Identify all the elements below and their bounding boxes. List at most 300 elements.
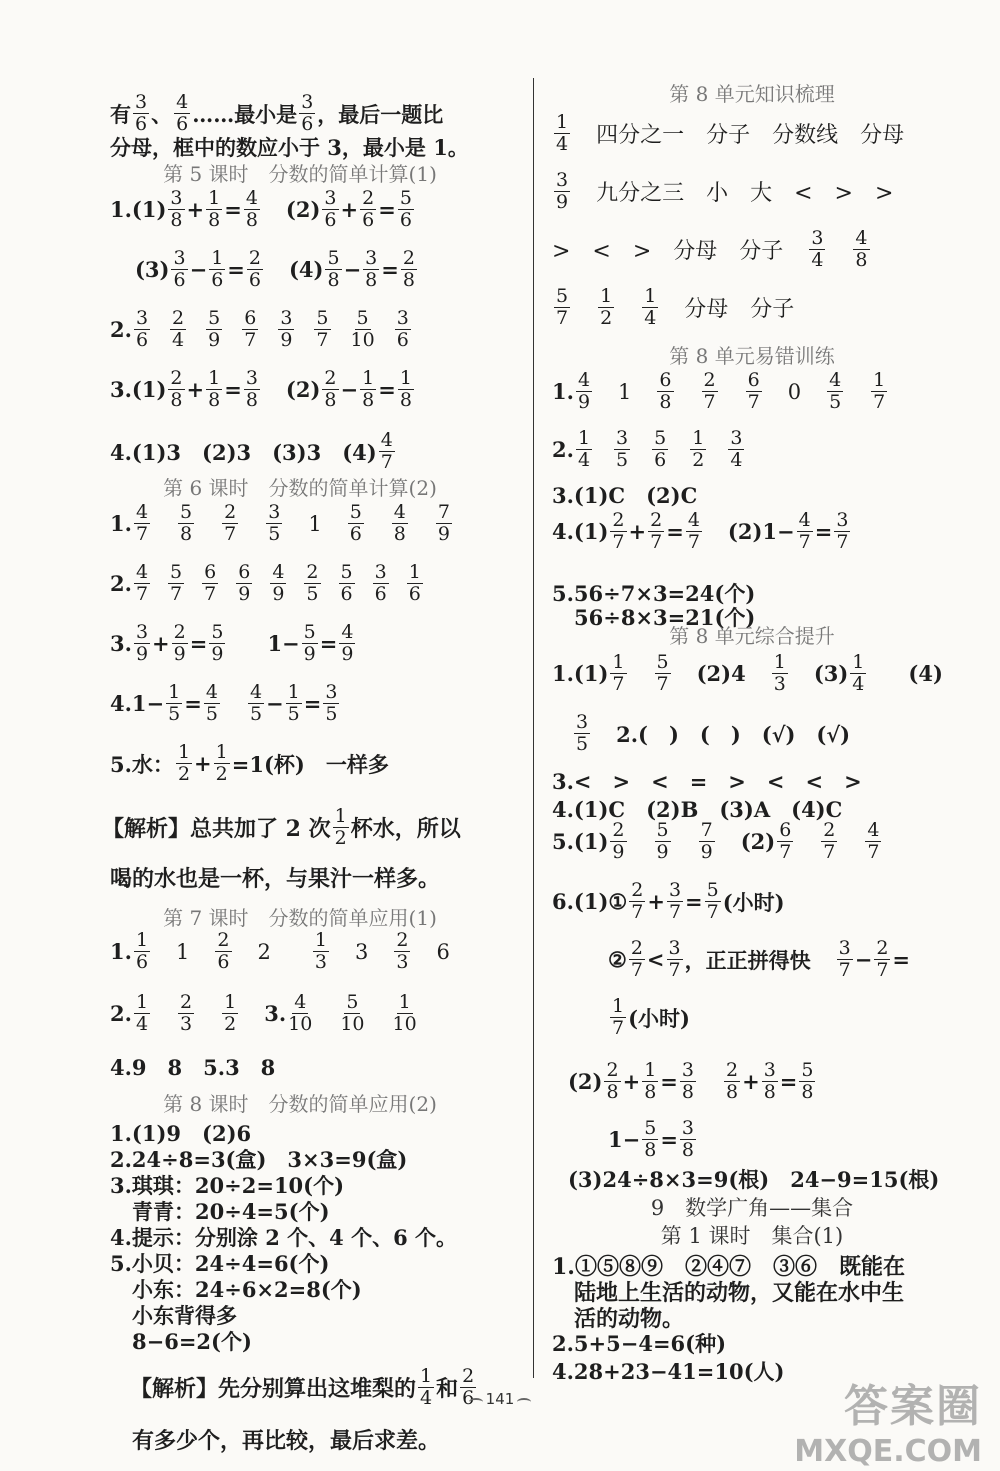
- analysis-line: 有多少个，再比较，最后求差。: [132, 1428, 441, 1454]
- numerator: 2: [217, 929, 230, 951]
- fraction: [171, 248, 187, 292]
- answer-line: 2.24÷8=3(盒) 3×3=9(盒): [110, 1147, 408, 1172]
- numerator: 2: [362, 187, 375, 209]
- numerator: 4: [205, 681, 218, 703]
- numerator: 4: [798, 509, 811, 531]
- denominator: 5: [249, 703, 263, 726]
- numerator: 1: [612, 651, 625, 673]
- denominator: 9: [437, 523, 450, 546]
- denominator: 6: [176, 113, 189, 136]
- answer-line: 3.(1)C (2)C: [552, 483, 698, 508]
- analysis-line: 【解析】总共加了 2 次 $\frac{1}{2}$ 杯水，所以: [102, 805, 461, 850]
- numerator: 2: [703, 369, 716, 391]
- denominator: 7: [612, 531, 625, 554]
- denominator: 9: [577, 391, 591, 414]
- numerator: 1: [168, 681, 181, 703]
- answer-line: (2) $\frac{2}{8}$ + $\frac{1}{8}$ = $\frac{3}{8}$ $\frac{2}{8}$ + $\frac{3}{8}$ = $\frac{5}{8}$: [568, 1059, 814, 1104]
- fraction: [266, 502, 282, 546]
- denominator: 6: [217, 951, 230, 974]
- fraction: [797, 510, 813, 554]
- numerator: 3: [396, 307, 409, 329]
- denominator: 2: [177, 763, 191, 786]
- denominator: 6: [135, 951, 149, 974]
- fraction: [302, 622, 318, 666]
- numerator: 1: [420, 1365, 433, 1387]
- denominator: 9: [280, 329, 293, 352]
- numerator: 4: [829, 369, 842, 391]
- numerator: 1: [612, 995, 625, 1017]
- fraction: [323, 682, 339, 726]
- denominator: 9: [135, 643, 149, 666]
- denominator: 8: [801, 1081, 814, 1104]
- fraction: [134, 992, 150, 1036]
- fraction: [724, 1060, 740, 1104]
- section-heading-unit8-review: 第 8 单元综合提升: [669, 624, 835, 648]
- fraction: [418, 1366, 434, 1410]
- denominator: 8: [393, 523, 406, 546]
- fraction: [834, 510, 850, 554]
- denominator: 10: [340, 1013, 365, 1036]
- fraction: [827, 370, 843, 414]
- numerator: 5: [654, 427, 667, 449]
- fraction: [134, 308, 150, 352]
- numerator: 2: [606, 1059, 619, 1081]
- numerator: 2: [462, 1365, 475, 1387]
- fraction: [236, 562, 252, 606]
- answer-line: 6.(1)① $\frac{2}{7}$ + $\frac{3}{7}$ = $\frac{5}{7}$ (小时): [552, 879, 785, 924]
- answer-line: 1. $\frac{1}{6}$ 1 $\frac{2}{6}$ 2 $\frac{1}{3}$ 3 $\frac{2}{3}$ 6: [110, 929, 450, 974]
- fraction: [379, 430, 395, 474]
- fraction: [686, 510, 702, 554]
- denominator: 7: [316, 329, 329, 352]
- denominator: 8: [327, 269, 340, 292]
- numerator: 3: [836, 509, 849, 531]
- numerator: 5: [656, 651, 669, 673]
- denominator: 7: [224, 523, 237, 546]
- answer-line: 2. $\frac{1}{4}$ $\frac{3}{5}$ $\frac{5}{6}$ $\frac{1}{2}$ $\frac{3}{4}$: [552, 427, 743, 472]
- denominator: 4: [644, 307, 657, 330]
- numerator: 2: [402, 247, 415, 269]
- fraction: [809, 228, 825, 272]
- answer-line: ② $\frac{2}{7}$ < $\frac{3}{7}$ ，正正拼得快 $\frac{3}{7}$ − $\frac{2}{7}$ =: [608, 937, 911, 982]
- fraction: [657, 370, 673, 414]
- fraction: [166, 682, 182, 726]
- denominator: 3: [396, 951, 409, 974]
- fraction: [209, 248, 225, 292]
- fraction: [247, 248, 263, 292]
- numerator: 1: [556, 111, 569, 133]
- numerator: 6: [659, 369, 672, 391]
- numerator: 1: [773, 651, 786, 673]
- numerator: 5: [316, 307, 329, 329]
- denominator: 7: [867, 841, 880, 864]
- numerator: 2: [725, 1059, 739, 1081]
- numerator: 4: [176, 91, 189, 113]
- fraction: [248, 682, 264, 726]
- watermark-logo-text: 答案圈: [844, 1381, 982, 1432]
- answer-line: 3.(1) $\frac{2}{8}$ + $\frac{1}{8}$ = $\frac{3}{8}$ (2) $\frac{2}{8}$ − $\frac{1}{8}$ = $\frac{1}{8}$: [110, 367, 412, 412]
- answer-line: 青青：20÷4=5(个): [132, 1199, 330, 1224]
- fraction: [576, 428, 592, 472]
- numerator: 2: [396, 929, 409, 951]
- fraction: [746, 370, 762, 414]
- answer-line: 4.提示：分别涂 2 个、4 个、6 个。: [110, 1225, 458, 1250]
- numerator: 1: [408, 561, 421, 583]
- numerator: 1: [644, 1059, 657, 1081]
- fraction: [610, 510, 626, 554]
- fraction: [360, 188, 376, 232]
- denominator: 7: [873, 391, 886, 414]
- numerator: 1: [208, 187, 221, 209]
- fraction: [629, 938, 645, 982]
- denominator: 8: [170, 209, 183, 232]
- numerator: 4: [577, 369, 591, 391]
- numerator: 2: [650, 509, 663, 531]
- fraction: [554, 286, 570, 330]
- denominator: 4: [556, 133, 569, 156]
- numerator: 5: [399, 187, 412, 209]
- section-heading-ch9-lesson1: 第 1 课时 集合(1): [660, 1224, 844, 1248]
- numerator: 2: [612, 509, 625, 531]
- denominator: 5: [829, 391, 842, 414]
- fraction: [313, 930, 329, 974]
- numerator: 2: [172, 307, 185, 329]
- numerator: 4: [393, 501, 406, 523]
- answer-line: $\frac{3}{5}$ 2.( ) ( ) (√) (√): [576, 711, 851, 756]
- fraction: [339, 562, 355, 606]
- fraction: [642, 1118, 658, 1162]
- numerator: 5: [180, 501, 193, 523]
- fraction: [407, 562, 423, 606]
- numerator: 4: [687, 509, 700, 531]
- numerator: 6: [244, 307, 257, 329]
- numerator: 3: [668, 879, 682, 901]
- answer-line: 2.5+5−4=6(种): [552, 1331, 727, 1356]
- numerator: 3: [730, 427, 743, 449]
- numerator: 5: [208, 307, 221, 329]
- answer-line: 活的动物。: [574, 1306, 685, 1332]
- fraction: [270, 562, 286, 606]
- fraction: [202, 562, 218, 606]
- fraction: [178, 502, 194, 546]
- numerator: 5: [170, 561, 183, 583]
- fraction: [206, 188, 222, 232]
- denominator: 4: [420, 1387, 433, 1410]
- denominator: 5: [168, 703, 181, 726]
- numerator: 3: [668, 937, 681, 959]
- numerator: 4: [249, 681, 263, 703]
- denominator: 6: [340, 583, 353, 606]
- fraction: [642, 1060, 658, 1104]
- answer-line: 4.9 8 5.3 8: [110, 1055, 276, 1080]
- numerator: 5: [340, 561, 353, 583]
- answer-line: $\frac{5}{7}$ $\frac{1}{2}$ $\frac{1}{4}$ 分母 分子: [556, 285, 795, 330]
- denominator: 6: [362, 209, 375, 232]
- numerator: 3: [365, 247, 378, 269]
- numerator: 2: [324, 367, 337, 389]
- denominator: 7: [244, 329, 257, 352]
- denominator: 7: [838, 959, 851, 982]
- denominator: 6: [248, 269, 261, 292]
- fraction: [168, 368, 184, 412]
- section-heading-lesson6: 第 6 课时 分数的简单计算(2): [163, 476, 437, 500]
- section-heading-lesson8: 第 8 课时 分数的简单应用(2): [163, 1092, 437, 1116]
- numerator: 5: [644, 1117, 657, 1139]
- fraction: [762, 1060, 778, 1104]
- denominator: 7: [779, 841, 792, 864]
- numerator: 5: [556, 285, 569, 307]
- fraction: [395, 308, 411, 352]
- numerator: 3: [838, 937, 851, 959]
- denominator: 7: [135, 583, 149, 606]
- fraction: [853, 228, 869, 272]
- fraction: [222, 992, 238, 1036]
- answer-line: (3)24÷8×3=9(根) 24−9=15(根): [568, 1167, 940, 1192]
- fraction: [288, 992, 312, 1036]
- numerator: 1: [577, 427, 591, 449]
- fraction: [363, 248, 379, 292]
- fraction: [322, 368, 338, 412]
- fraction: [642, 286, 658, 330]
- denominator: 9: [272, 583, 285, 606]
- numerator: 3: [280, 307, 293, 329]
- denominator: 2: [692, 449, 705, 472]
- denominator: 8: [362, 389, 375, 412]
- fraction: [134, 502, 150, 546]
- fraction: [554, 112, 570, 156]
- denominator: 9: [700, 841, 713, 864]
- denominator: 8: [402, 269, 415, 292]
- answer-line: 1. $\frac{4}{7}$ $\frac{5}{8}$ $\frac{2}{7}$ $\frac{3}{5}$ 1 $\frac{5}{6}$ $\frac{4}{8}$ $\frac{7}{9}$: [110, 501, 450, 546]
- numerator: 3: [135, 91, 148, 113]
- fraction: [554, 170, 570, 214]
- fraction: [610, 820, 626, 864]
- numerator: 3: [245, 367, 258, 389]
- answer-line: 5.水： $\frac{1}{2}$ + $\frac{1}{2}$ =1(杯) 一样多: [110, 741, 389, 786]
- fraction: [340, 992, 364, 1036]
- fraction: [244, 368, 260, 412]
- fraction: [322, 188, 338, 232]
- page-number: 141: [475, 1390, 525, 1408]
- fraction: [777, 820, 793, 864]
- answer-line: 4.1− $\frac{1}{5}$ = $\frac{4}{5}$ $\frac{4}{5}$ − $\frac{1}{5}$ = $\frac{3}{5}$: [110, 681, 338, 726]
- fraction: [351, 308, 375, 352]
- fraction: [360, 368, 376, 412]
- fraction: [244, 188, 260, 232]
- analysis-line: 喝的水也是一杯，与果汁一样多。: [110, 866, 441, 892]
- denominator: 3: [773, 673, 786, 696]
- fraction: [348, 502, 364, 546]
- numerator: 5: [706, 879, 719, 901]
- fraction: [222, 502, 238, 546]
- denominator: 4: [730, 449, 743, 472]
- fraction: [655, 820, 671, 864]
- fraction: [134, 562, 150, 606]
- fraction: [398, 188, 414, 232]
- denominator: 7: [612, 1017, 625, 1040]
- denominator: 5: [205, 703, 218, 726]
- numerator: 2: [630, 937, 643, 959]
- numerator: 3: [135, 621, 149, 643]
- fraction: [174, 92, 190, 136]
- answer-line: 3.< > < = > < < >: [552, 769, 862, 794]
- answer-line: > < > 分母 分子 $\frac{3}{4}$ $\frac{4}{8}$: [552, 227, 868, 272]
- denominator: 4: [577, 449, 591, 472]
- numerator: 1: [135, 929, 149, 951]
- answer-line: 5.小贝：24÷4=6(个): [110, 1251, 330, 1276]
- numerator: 1: [314, 929, 327, 951]
- fraction: [325, 248, 341, 292]
- denominator: 6: [462, 1387, 475, 1410]
- answer-line: $\frac{1}{4}$ 四分之一 分子 分数线 分母: [556, 111, 905, 156]
- fraction: [168, 188, 184, 232]
- numerator: 1: [215, 741, 228, 763]
- denominator: 8: [681, 1081, 694, 1104]
- denominator: 9: [656, 841, 669, 864]
- section-heading-lesson7: 第 7 课时 分数的简单应用(1): [163, 906, 437, 930]
- denominator: 9: [208, 329, 221, 352]
- answer-line: 56÷8×3=21(个): [574, 605, 756, 630]
- denominator: 8: [725, 1081, 739, 1104]
- fraction: [680, 1118, 696, 1162]
- denominator: 8: [208, 209, 221, 232]
- fraction: [170, 308, 186, 352]
- denominator: 4: [811, 249, 824, 272]
- numerator: 2: [248, 247, 261, 269]
- denominator: 5: [306, 583, 319, 606]
- denominator: 9: [556, 191, 569, 214]
- fraction: [215, 930, 231, 974]
- numerator: 1: [135, 991, 149, 1013]
- denominator: 8: [681, 1139, 695, 1162]
- denominator: 8: [399, 389, 412, 412]
- denominator: 4: [172, 329, 185, 352]
- denominator: 7: [612, 673, 625, 696]
- fraction: [176, 742, 192, 786]
- denominator: 9: [612, 841, 625, 864]
- denominator: 8: [855, 249, 868, 272]
- fraction: [133, 92, 149, 136]
- denominator: 6: [654, 449, 667, 472]
- denominator: 7: [823, 841, 836, 864]
- denominator: 6: [173, 269, 186, 292]
- fraction: [871, 370, 887, 414]
- numerator: 3: [170, 187, 183, 209]
- fraction: [206, 308, 222, 352]
- fraction: [304, 562, 320, 606]
- fraction: [667, 880, 683, 924]
- numerator: 3: [135, 307, 149, 329]
- fraction: [214, 742, 230, 786]
- numerator: 1: [852, 651, 865, 673]
- answer-line: 5.(1) $\frac{2}{9}$ $\frac{5}{9}$ $\frac{7}{9}$ (2) $\frac{6}{7}$ $\frac{2}{7}$ $\frac{4}{7}$: [552, 819, 880, 864]
- numerator: 5: [801, 1059, 814, 1081]
- fraction: [172, 622, 188, 666]
- fraction: [299, 92, 315, 136]
- numerator: 4: [380, 429, 393, 451]
- denominator: 9: [211, 643, 224, 666]
- numerator: 6: [747, 369, 760, 391]
- fraction: [865, 820, 881, 864]
- section-heading-chapter9: 9 数学广角——集合: [650, 1196, 854, 1220]
- denominator: 7: [631, 901, 644, 924]
- answer-line: 2. $\frac{3}{6}$ $\frac{2}{4}$ $\frac{5}{9}$ $\frac{6}{7}$ $\frac{3}{9}$ $\frac{5}{7}$ $\frac{5}{10}$ $\frac{3}{6}$: [110, 307, 409, 352]
- denominator: 5: [325, 703, 338, 726]
- numerator: 2: [173, 621, 186, 643]
- numerator: 3: [616, 427, 629, 449]
- denominator: 10: [392, 1013, 417, 1036]
- numerator: 5: [327, 247, 340, 269]
- numerator: 6: [204, 561, 217, 583]
- numerator: 6: [238, 561, 251, 583]
- numerator: 3: [811, 227, 824, 249]
- answer-line: 4.(1) $\frac{2}{7}$ + $\frac{2}{7}$ = $\frac{4}{7}$ (2)1− $\frac{4}{7}$ = $\frac{3}{7}$: [552, 509, 849, 554]
- fraction: [286, 682, 302, 726]
- fraction: [134, 930, 150, 974]
- denominator: 7: [703, 391, 716, 414]
- denominator: 7: [836, 531, 849, 554]
- denominator: 6: [301, 113, 314, 136]
- fraction: [333, 806, 349, 850]
- answer-line: $\frac{3}{9}$ 九分之三 小 大 < > >: [556, 169, 894, 214]
- fraction: [206, 368, 222, 412]
- denominator: 7: [656, 673, 669, 696]
- numerator: 3: [763, 1059, 776, 1081]
- numerator: 1: [362, 367, 375, 389]
- answer-line: 小东背得多: [132, 1303, 237, 1328]
- denominator: 9: [173, 643, 186, 666]
- denominator: 10: [350, 329, 375, 352]
- column-divider: [533, 78, 534, 1378]
- answer-line: 1. $\frac{4}{9}$ 1 $\frac{6}{8}$ $\frac{2}{7}$ $\frac{6}{7}$ 0 $\frac{4}{5}$ $\frac{1}{7}$: [552, 369, 886, 414]
- denominator: 5: [268, 523, 281, 546]
- denominator: 6: [324, 209, 337, 232]
- answer-line: $\frac{1}{7}$ (小时): [612, 995, 690, 1040]
- numerator: 4: [341, 621, 354, 643]
- denominator: 7: [204, 583, 217, 606]
- numerator: 1: [398, 991, 411, 1013]
- numerator: 2: [180, 991, 193, 1013]
- watermark: [794, 1370, 982, 1469]
- denominator: 4: [852, 673, 865, 696]
- answer-line: 2. $\frac{4}{7}$ $\frac{5}{7}$ $\frac{6}{7}$ $\frac{6}{9}$ $\frac{4}{9}$ $\frac{2}{5}$ $\frac{5}{6}$ $\frac{3}{6}$ $\frac{1}{6}$: [110, 561, 421, 606]
- fraction: [837, 938, 853, 982]
- denominator: 8: [170, 389, 183, 412]
- denominator: 8: [180, 523, 193, 546]
- fraction: [242, 308, 258, 352]
- numerator: 1: [644, 285, 657, 307]
- answer-line: (3) $\frac{3}{6}$ − $\frac{1}{6}$ = $\frac{2}{6}$ (4) $\frac{5}{8}$ − $\frac{3}{8}$ = $\frac{2}{8}$: [135, 247, 415, 292]
- intro-line-1: 有 $\frac{3}{6}$ 、 $\frac{4}{6}$ ……最小是 $\frac{3}{6}$ ，最后一题比: [110, 91, 444, 136]
- answer-line: 1.(1)9 (2)6: [110, 1121, 252, 1146]
- fraction: [699, 820, 715, 864]
- numerator: 2: [612, 819, 625, 841]
- fraction: [204, 682, 220, 726]
- denominator: 2: [224, 1013, 237, 1036]
- fraction: [648, 510, 664, 554]
- fraction: [690, 428, 706, 472]
- analysis-line: 【解析】先分别算出这堆梨的 $\frac{1}{4}$ 和 $\frac{2}{6}$: [130, 1365, 475, 1410]
- answer-line: 1.(1) $\frac{3}{8}$ + $\frac{1}{8}$ = $\frac{4}{8}$ (2) $\frac{3}{6}$ + $\frac{2}{6}$ = $\frac{5}{6}$: [110, 187, 412, 232]
- denominator: 9: [303, 643, 316, 666]
- fraction: [610, 996, 626, 1040]
- numerator: 5: [349, 501, 362, 523]
- answer-line: 4.(1)C (2)B (3)A (4)C: [552, 797, 843, 822]
- denominator: 7: [798, 531, 811, 554]
- denominator: 5: [616, 449, 629, 472]
- fraction: [874, 938, 890, 982]
- denominator: 7: [687, 531, 700, 554]
